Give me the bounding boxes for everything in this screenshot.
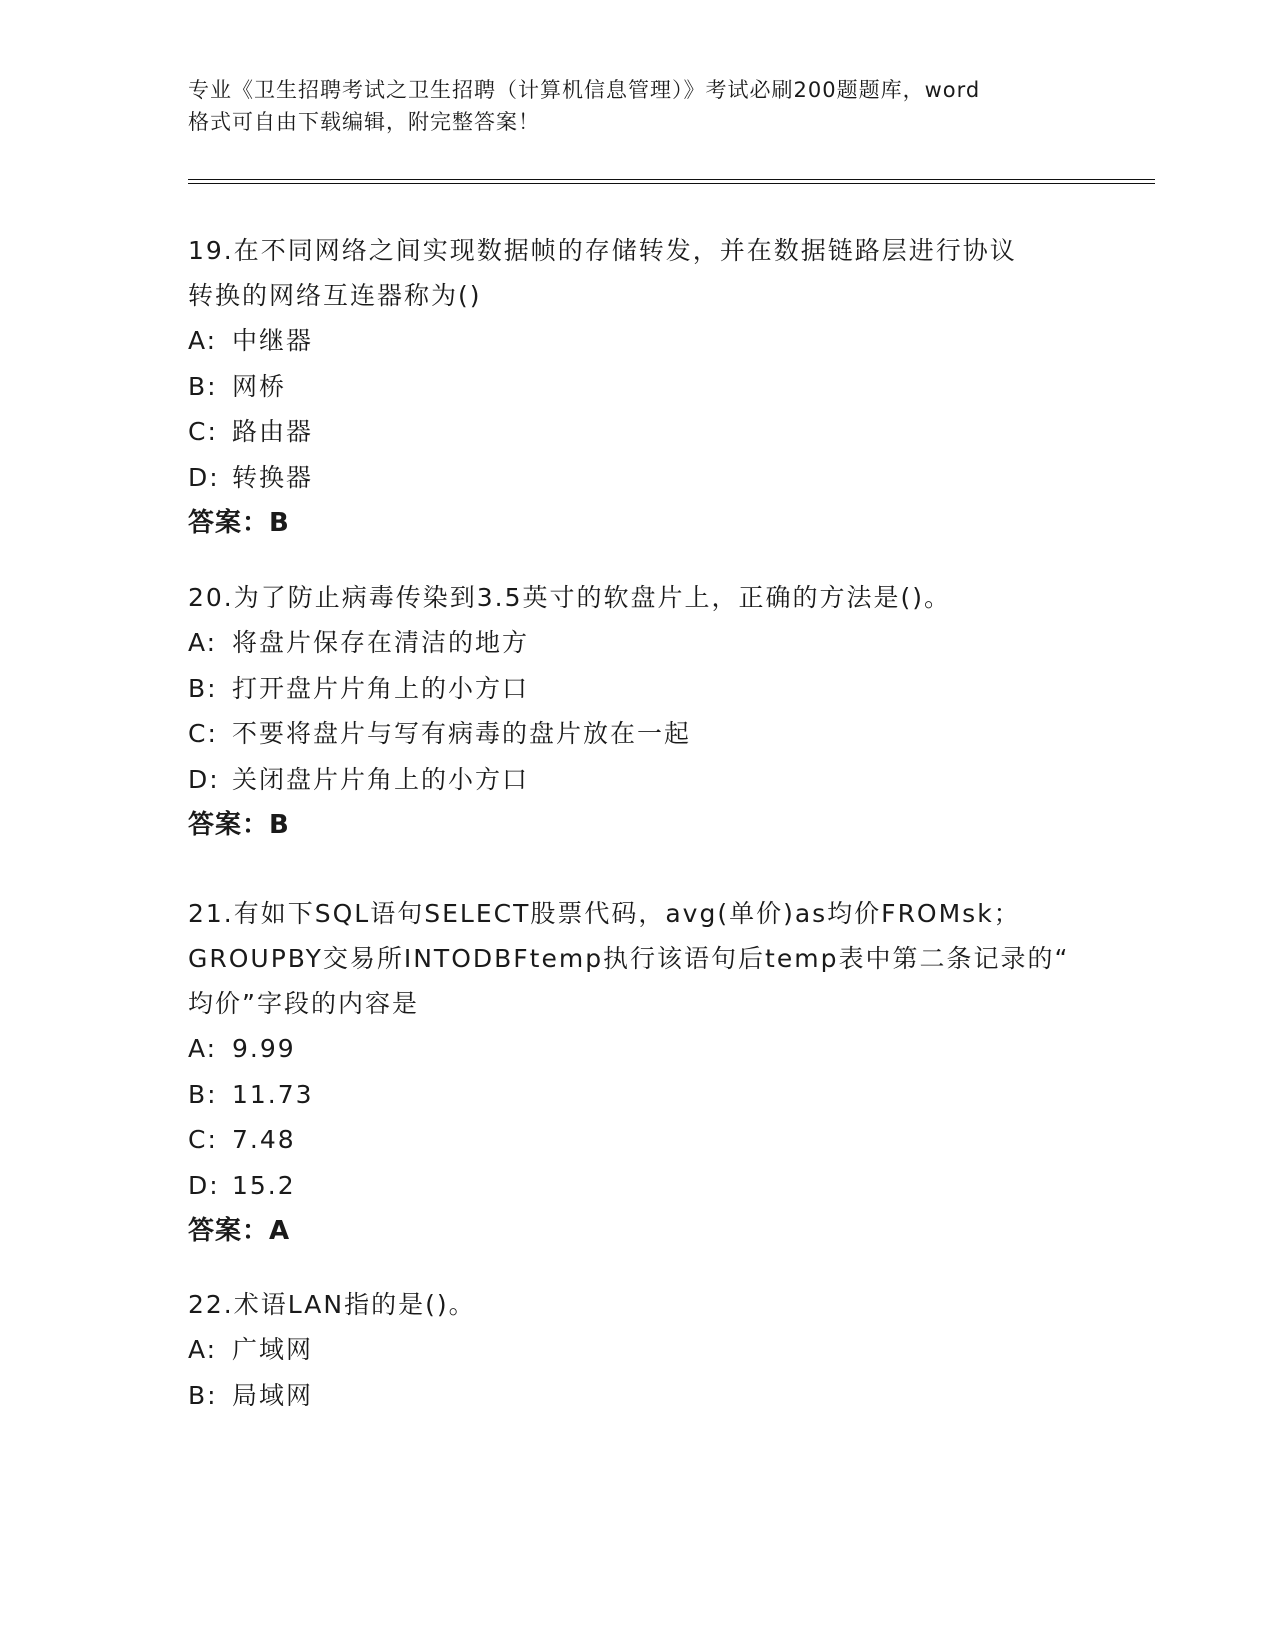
option-text: 7.48 (232, 1125, 296, 1154)
option-text: 打开盘片片角上的小方口 (232, 673, 530, 703)
answer: 答案：A (188, 1216, 291, 1246)
question-stem (188, 891, 1088, 1026)
option-label: A: (188, 326, 218, 355)
question-22 (188, 1282, 1088, 1418)
option-text: 路由器 (232, 417, 314, 446)
option-label: B: (188, 673, 218, 703)
question-stem (188, 575, 1088, 620)
option-b (188, 1072, 1088, 1118)
option-label: A: (188, 1335, 218, 1364)
option-b (188, 666, 1088, 712)
header-divider-top (188, 179, 1155, 180)
stem-line: 均价”字段的内容是 (188, 989, 419, 1018)
option-label: C: (188, 417, 218, 446)
option-text: 将盘片保存在清洁的地方 (232, 628, 530, 657)
answer: 答案：B (188, 508, 290, 538)
question-stem (188, 1282, 1088, 1327)
option-c (188, 1117, 1088, 1163)
option-text: 局域网 (232, 1380, 314, 1410)
option-label: C: (188, 719, 218, 748)
document-header (188, 74, 1088, 138)
option-a (188, 1026, 1088, 1072)
option-text: 关闭盘片片角上的小方口 (232, 764, 530, 794)
option-c (188, 711, 1088, 757)
option-label: D: (188, 462, 220, 492)
option-label: B: (188, 1079, 218, 1109)
option-c (188, 409, 1088, 455)
option-text: 中继器 (232, 326, 314, 355)
option-label: D: (188, 1170, 220, 1200)
option-b (188, 1373, 1088, 1419)
stem-line: 19.在不同网络之间实现数据帧的存储转发，并在数据链路层进行协议 (188, 236, 1017, 265)
stem-line: 20.为了防止病毒传染到3.5英寸的软盘片上，正确的方法是()。 (188, 583, 952, 612)
stem-line: 22.术语LAN指的是()。 (188, 1290, 476, 1319)
option-a (188, 318, 1088, 364)
header-line-2: 格式可自由下载编辑，附完整答案！ (188, 110, 540, 134)
stem-line: 21.有如下SQL语句SELECT股票代码，avg(单价)as均价FROMsk； (188, 899, 1021, 928)
option-text: 9.99 (232, 1034, 296, 1063)
option-label: C: (188, 1125, 218, 1154)
stem-line: GROUPBY交易所INTODBFtemp执行该语句后temp表中第二条记录的“ (188, 944, 1070, 973)
option-text: 转换器 (232, 462, 314, 492)
header-line-1: 专业《卫生招聘考试之卫生招聘（计算机信息管理）》考试必刷200题题库，word (188, 78, 981, 102)
question-20 (188, 575, 1088, 848)
question-21 (188, 891, 1088, 1254)
option-label: A: (188, 628, 218, 657)
option-text: 15.2 (232, 1170, 296, 1200)
question-stem (188, 228, 1088, 318)
option-label: B: (188, 1380, 218, 1410)
option-d (188, 455, 1088, 501)
option-label: D: (188, 764, 220, 794)
option-label: B: (188, 371, 218, 401)
option-text: 11.73 (232, 1079, 314, 1109)
option-d (188, 757, 1088, 803)
header-divider-bottom (188, 183, 1155, 184)
option-a (188, 1327, 1088, 1373)
question-19 (188, 228, 1088, 546)
stem-line: 转换的网络互连器称为() (188, 281, 482, 310)
answer: 答案：B (188, 810, 290, 840)
option-text: 不要将盘片与写有病毒的盘片放在一起 (232, 719, 692, 748)
option-d (188, 1163, 1088, 1209)
option-text: 广域网 (232, 1335, 314, 1364)
option-a (188, 620, 1088, 666)
option-text: 网桥 (232, 371, 287, 401)
option-b (188, 364, 1088, 410)
option-label: A: (188, 1034, 218, 1063)
